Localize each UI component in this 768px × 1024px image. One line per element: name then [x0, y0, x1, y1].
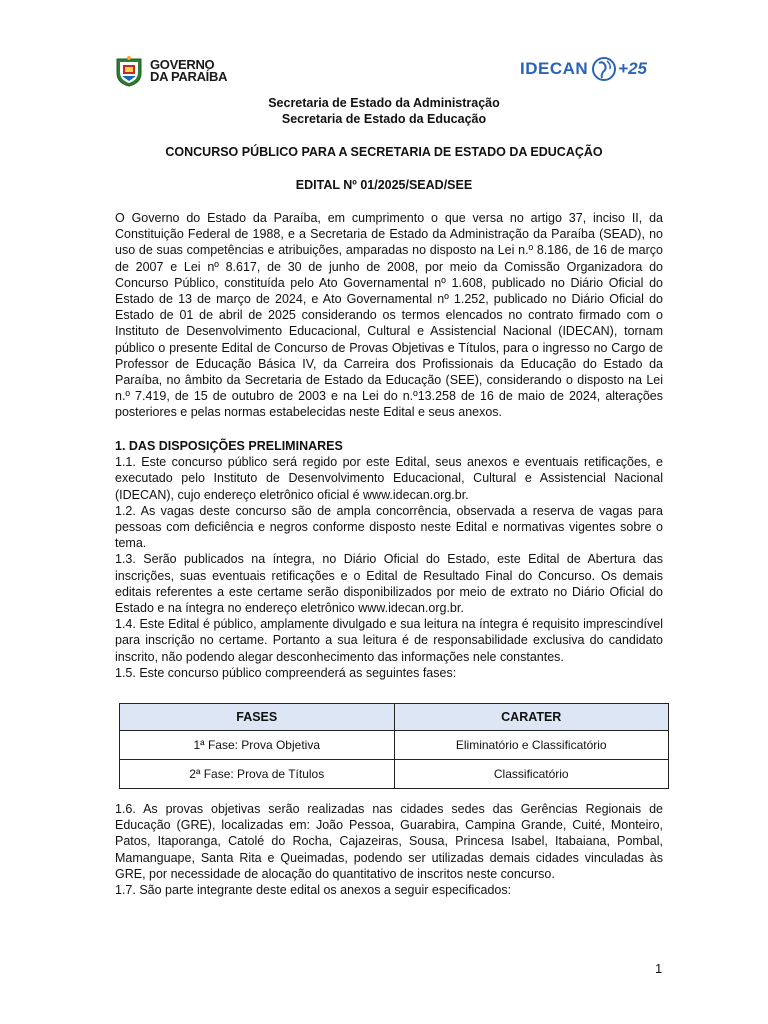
idecan-logo [520, 55, 647, 83]
header-fases: FASES [120, 704, 395, 731]
gov-logo-line2: DA PARAÍBA [150, 69, 228, 84]
page-number: 1 [655, 961, 663, 976]
intro-paragraph: O Governo do Estado da Paraíba, em cumprimento o que versa no artigo 37, inciso II, da Constituição Federal de 1988, e a Secretaria de Estado da Administração da Paraíba (SEAD), no uso de suas competências e atribuições, amparadas no disposto na Lei n.º 8.186, de 16 de março de 2007 e Lei nº 8.617, de 30 de junho de 2008, por meio da Comissão Organizadora do Concurso Público, constituída pelo Ato Governamental nº 1.608, publicado no Diário Oficial do Estado de 13 de março de 2024, e Ato Governamental nº 1.252, publicado no Diário Oficial do Estado de 01 de abril de 2025 considerando os termos elencados no contrato firmado com o Instituto de Desenvolvimento Educacional, Cultural e Assistencial Nacional (IDECAN), tornam público o presente Edital de Concurso de Provas Objetivas e Títulos, para o ingresso no Cargo de Professor de Educação Básica IV, da Carreira dos Profissionais da Educação do Estado da Paraíba, no âmbito da Secretaria de Estado da Educação (SEE), considerando o disposto na Lei n.º 7.419, de 15 de outubro de 2003 e na Lei do n.º13.258 de 16 de maio de 2024, alterações posteriores e pelas normas estabelecidas neste Edital e seus anexos. [115, 211, 663, 420]
governo-paraiba-logo [114, 55, 227, 87]
table-row [120, 760, 669, 789]
section-1-continued [115, 801, 663, 898]
section-1 [115, 438, 663, 681]
table-cell: Eliminatório e Classificatório [394, 731, 669, 760]
table-header-row [120, 704, 669, 731]
item-1-5: 1.5. Este concurso público compreenderá as seguintes fases: [115, 665, 457, 680]
edital-number: EDITAL Nº 01/2025/SEAD/SEE [295, 178, 473, 192]
coat-of-arms-icon [114, 55, 144, 87]
document-title: CONCURSO PÚBLICO PARA A SECRETARIA DE ESTADO DA EDUCAÇÃO [165, 145, 603, 159]
table-cell: Classificatório [394, 760, 669, 789]
item-1-6: 1.6. As provas objetivas serão realizadas nas cidades sedes das Gerências Regionais de Educação (GRE), localizadas em: João Pessoa, Guarabira, Campina Grande, Cuité, Monteiro, Patos, Itaporanga, Catolé do Rocha, Cajazeiras, Sousa, Princesa Isabel, Itabaiana, Pombal, Mamanguape, Santa Rita e Queimadas, podendo ser utilizadas demais cidades vinculadas às GRE, por necessidade de alocação do quantitativo de inscritos neste concurso. [115, 802, 663, 881]
table-cell: 1ª Fase: Prova Objetiva [120, 731, 395, 760]
secretaria-administracao: Secretaria de Estado da Administração [268, 96, 500, 110]
globe-icon [590, 55, 618, 83]
header-carater: CARATER [394, 704, 669, 731]
fases-table [119, 703, 669, 789]
idecan-anniversary-badge: +25 [618, 59, 648, 78]
item-1-2: 1.2. As vagas deste concurso são de ampla concorrência, observada a reserva de vagas para pessoas com deficiência e negros conforme disposto neste Edital e normativas vigentes sobre o tema. [115, 503, 663, 551]
item-1-3: 1.3. Serão publicados na íntegra, no Diário Oficial do Estado, este Edital de Abertura das inscrições, suas eventuais retificações e o Edital de Resultado Final do Concurso. Os demais editais referentes a este certame serão disponibilizados por meio de extrato no Diário Oficial do Estado e na íntegra no endereço eletrônico www.idecan.org.br. [115, 552, 663, 616]
gov-logo-line1: GOVERNO [150, 57, 215, 72]
idecan-wordmark: IDECAN [520, 59, 589, 78]
table-row [120, 731, 669, 760]
item-1-4: 1.4. Este Edital é público, amplamente divulgado e sua leitura na íntegra é requisito imprescindível para inscrição no certame. Portanto a sua leitura é de responsabilidade exclusiva do candidato inscrito, não podendo alegar desconhecimento das informações nele constantes. [115, 617, 663, 664]
secretaria-educacao: Secretaria de Estado da Educação [281, 112, 487, 126]
item-1-1: 1.1. Este concurso público será regido por este Edital, seus anexos e eventuais retificações, e executado pelo Instituto de Desenvolvimento Educacional, Cultural e Assistencial Nacional (IDECAN), cujo endereço eletrônico oficial é www.idecan.org.br. [115, 455, 663, 502]
table-cell: 2ª Fase: Prova de Títulos [120, 760, 395, 789]
item-1-7: 1.7. São parte integrante deste edital os anexos a seguir especificados: [115, 883, 512, 898]
section-1-heading: 1. DAS DISPOSIÇÕES PRELIMINARES [115, 439, 343, 453]
